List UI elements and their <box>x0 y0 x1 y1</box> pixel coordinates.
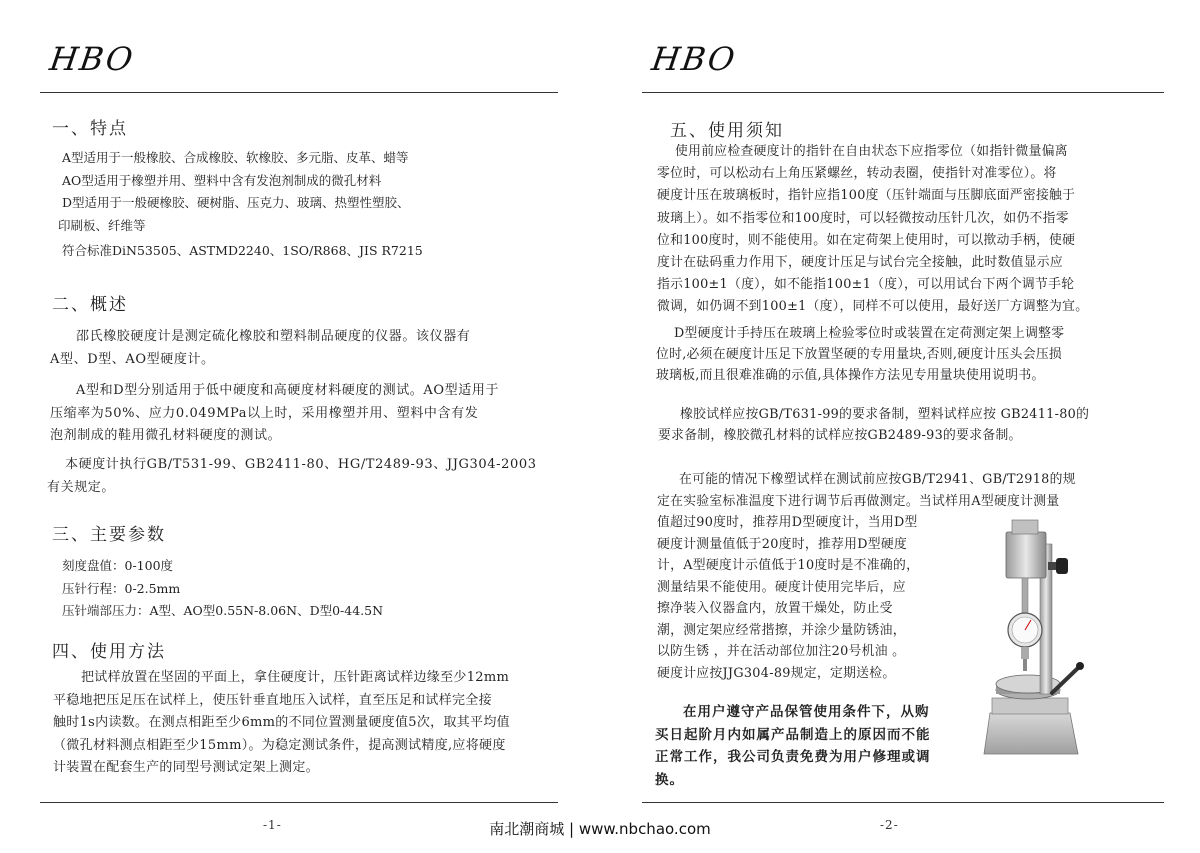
text-line: 硬度计压在玻璃板时，指针应指100度（压针端面与压脚底面严密接触于 <box>657 188 1076 204</box>
text-line: 使用前应检查硬度计的指针在自由状态下应指零位（如指针微量偏离 <box>675 144 1068 159</box>
page-2 <box>600 0 1200 853</box>
text-line: 玻璃上）。如不指零位和100度时，可以轻微按动压针几次，如仍不指零 <box>657 210 1069 226</box>
header-rule <box>642 92 1164 93</box>
section-heading-usage: 四、使用方法 <box>52 642 166 662</box>
text-line: 微调，如仍调不到100±1（度），同样不可以使用，最好送厂方调整为宜。 <box>657 299 1089 315</box>
text-line: 计装置在配套生产的同型号测试定架上测定。 <box>53 760 320 775</box>
notes-para-3 <box>658 404 1089 446</box>
overview-para-3 <box>47 454 537 499</box>
text-line: 压针行程：0-2.5mm <box>62 580 181 596</box>
usage-para <box>53 667 510 780</box>
section-heading-notes: 五、使用须知 <box>670 121 784 141</box>
text-line: 位时,必须在硬度计压足下放置坚硬的专用量块,否则,硬度计压头会压损 <box>656 347 1063 362</box>
text-line: 定在实验室标准温度下进行调节后再做测定。当试样用A型硬度计测量 <box>657 493 1060 509</box>
parameters-list <box>62 555 383 623</box>
features-list <box>58 147 423 263</box>
text-line: D型硬度计手持压在玻璃上检验零位时或装置在定荷测定架上调整零 <box>674 326 1065 341</box>
text-line: 本硬度计执行GB/T531-99、GB2411-80、HG/T2489-93、JJG304-2003 <box>65 457 537 472</box>
text-line: A型、D型、AO型硬度计。 <box>50 351 215 367</box>
text-line: 测量结果不能使用。硬度计使用完毕后，应 <box>657 579 906 595</box>
notes-para-2 <box>656 323 1064 386</box>
text-line: 把试样放置在坚固的平面上，拿住硬度计，压针距离试样边缘至少12mm <box>81 670 510 685</box>
text-line: 在可能的情况下橡塑试样在测试前应按GB/T2941、GB/T2918的规 <box>679 472 1076 487</box>
hbo-logo: HBO <box>649 40 739 78</box>
notes-para-1 <box>657 141 1088 319</box>
site-footer: 南北潮商城 | www.nbchao.com <box>489 820 711 838</box>
text-line: 硬度计测量值低于20度时，推荐用D型硬度 <box>657 536 908 552</box>
text-line: 有关规定。 <box>47 479 116 495</box>
text-line: 零位时，可以松动右上角压紧螺丝，转动表圈，使指针对准零位）。将 <box>657 166 1057 182</box>
section-heading-parameters: 三、主要参数 <box>52 525 166 545</box>
footer-rule <box>642 802 1164 803</box>
text-line: 橡胶试样应按GB/T631-99的要求备制，塑料试样应按 GB2411-80的 <box>680 407 1090 422</box>
text-line: 平稳地把压足压在试样上，使压针垂直地压入试样，直至压足和试样完全接 <box>53 692 492 708</box>
text-line: 泡剂制成的鞋用微孔材料硬度的测试。 <box>50 428 282 443</box>
text-line: 买日起阶月内如属产品制造上的原因而不能 <box>655 726 931 743</box>
text-line: 值超过90度时，推荐用D型硬度计，当用D型 <box>657 515 918 530</box>
text-line: 要求备制，橡胶微孔材料的试样应按GB2489-93的要求备制。 <box>658 428 1022 443</box>
text-line: 压针端部压力：A型、AO型0.55N-8.06N、D型0-44.5N <box>62 603 384 618</box>
page-number: -1- <box>263 818 282 832</box>
text-line: 以防生锈 ，并在活动部位加注20号机油 。 <box>657 644 906 659</box>
page-number: -2- <box>880 818 899 832</box>
hbo-logo: HBO <box>47 40 137 78</box>
text-line: AO型适用于橡塑并用、塑料中含有发泡剂制成的微孔材料 <box>62 172 382 188</box>
overview-para-2 <box>50 380 499 448</box>
text-line: （微孔材料测点相距至少15mm）。为稳定测试条件，提高测试精度,应将硬度 <box>53 737 506 753</box>
text-line: 玻璃板,而且很难准确的示值,具体操作方法见专用量块使用说明书。 <box>656 368 1045 383</box>
text-line: A型适用于一般橡胶、合成橡胶、软橡胶、多元脂、皮革、蜡等 <box>62 150 409 165</box>
text-line: 在用户遵守产品保管使用条件下，从购 <box>683 704 930 720</box>
text-line: 印刷板、纤维等 <box>58 217 146 233</box>
text-line: 正常工作，我公司负责免费为用户修理或调 <box>655 749 931 765</box>
text-line: 潮，测定架应经常揩擦，并涂少量防锈油， <box>657 622 906 638</box>
text-line: 硬度计应按JJG304-89规定，定期送检。 <box>657 665 896 681</box>
text-line: 计，A型硬度计示值低于10度时是不准确的， <box>657 558 920 573</box>
text-line: A型和D型分别适用于低中硬度和高硬度材料硬度的测试。AO型适用于 <box>76 383 500 398</box>
section-heading-overview: 二、概述 <box>52 295 128 315</box>
overview-para-1 <box>50 326 470 371</box>
text-line: 擦净装入仪器盒内，放置干燥处，防止受 <box>657 601 893 616</box>
text-line: 刻度盘值：0-100度 <box>62 558 174 573</box>
header-rule <box>40 92 558 93</box>
text-line: 指示100±1（度），如不能指100±1（度），可以用试台下两个调节手轮 <box>657 277 1075 293</box>
section-heading-features: 一、特点 <box>52 119 128 139</box>
text-line: 触时1s内读数。在测点相距至少6mm的不同位置测量硬度值5次，取其平均值 <box>53 715 510 730</box>
text-line: 压缩率为50%、应力0.049MPa以上时，采用橡塑并用、塑料中含有发 <box>50 405 479 421</box>
text-line: D型适用于一般硬橡胶、硬树脂、压克力、玻璃、热塑性塑胶、 <box>62 195 410 210</box>
text-line: 位和100度时，则不能使用。如在定荷架上使用时，可以揿动手柄，使硬 <box>657 232 1076 248</box>
text-line: 换。 <box>655 771 684 788</box>
text-line: 度计在砝码重力作用下，硬度计压足与试台完全接触，此时数值显示应 <box>657 255 1064 271</box>
text-line: 邵氏橡胶硬度计是测定硫化橡胶和塑料制品硬度的仪器。该仪器有 <box>76 329 471 344</box>
footer-rule <box>40 802 558 803</box>
durometer-test-stand-photo <box>982 518 1094 756</box>
text-line: 符合标准DiN53505、ASTMD2240、1SO/R868、JIS R7215 <box>62 243 423 258</box>
warranty-notice <box>655 701 931 791</box>
